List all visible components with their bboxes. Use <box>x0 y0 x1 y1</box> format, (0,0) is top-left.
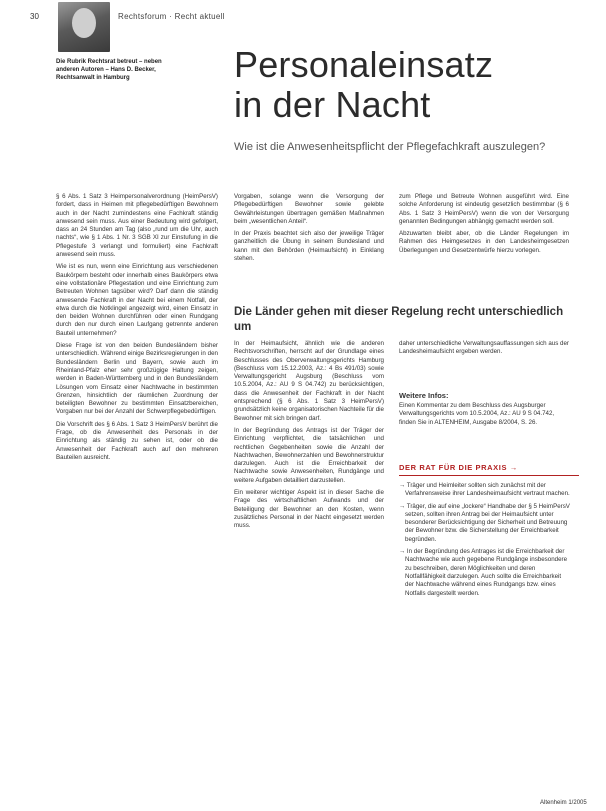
paragraph: Abzuwarten bleibt aber, ob die Länder Regelungen im Rahmen des Heimgesetzes in den Landesheimgesetzen Überlegungen und Gesetzentwürfe hierzu vorlegen. <box>399 230 569 254</box>
paragraph: In der Praxis beachtet sich also der jeweilige Träger ganzheitlich die Übung in seinem Bundesland und kann mit den Behörden (Heimaufsicht) in Einklang stehen. <box>234 230 384 263</box>
practice-tip-divider <box>399 475 579 476</box>
list-item: → In der Begründung des Antrages ist die Erreichbarkeit der Nachtwache wie auch gegebene Rundgänge insbesondere zu beschreiben, deren Möglichkeiten und deren Notfallfähigkeit darzulegen. Auch sollte die Erreichbarkeit der Nachtwache während eines Rundgangs bzw. eines Notfalls dargestellt werden. <box>399 548 568 597</box>
paragraph: In der Begründung des Antrags ist der Träger der Einrichtung verpflichtet, die tatsächlichen und rechtlichen Gegebenheiten sowie die Anzahl der Nachtwachen, Bewohnerzahlen und Bewohnerstruktur darzulegen. Auch ist die Erreichbarkeit der Nachtwache sowie Anwesenheiten, Rundgänge und weitere Aufgaben detailliert darzustellen. <box>234 426 384 484</box>
page-number: 30 <box>30 12 39 21</box>
paragraph: Ein weiterer wichtiger Aspekt ist in dieser Sache die Frage des wirtschaftlichen Aufwands und der Beteiligung der Bewohner an den Kosten, wenn zusätzliches Personal in der Nacht eingesetzt werden muss. <box>234 489 384 530</box>
info-box-title: Weitere Infos: <box>399 391 449 400</box>
paragraph: daher unterschiedliche Verwaltungsauffassungen sich aus der Landesheimaufsicht ergeben werden. <box>399 340 569 356</box>
paragraph: Die Vorschrift des § 6 Abs. 1 Satz 3 HeimPersV berührt die Frage, ob die Anwesenheit des Personals in der Einrichtung als ständig zu sehen ist, oder ob die Anwesenheit der Fachkraft auch auf den mehreren Bauteilen ausreicht. <box>56 420 218 461</box>
paragraph: Vorgaben, solange wenn die Versorgung der Pflegebedürftigen Bewohner sowie gelebte Gewährleistungen übertragen gemäßen Maßnahmen beim „wesentlichen Anteil“. <box>234 193 384 225</box>
info-box-text: Einen Kommentar zu dem Beschluss des Augsburger Verwaltungsgerichts vom 10.5.2004, Az.: AU 9 S 04.742, finden Sie in ALTENHEIM, Ausgabe 8/2004, S. 26. <box>399 402 555 426</box>
paragraph: zum Pflege und Betreute Wohnen ausgeführt wird. Eine solche Anforderung ist eindeutig gesetzlich bestimmbar (§ 6 Abs. 1 Satz 3 HeimPersV) wenn die von der Versorgung genannten Bedingungen abhängig gemacht werden soll. <box>399 193 569 225</box>
paragraph: Wie ist es nun, wenn eine Einrichtung aus verschiedenen Baukörpern besteht oder innerhalb eines Baukörpers etwa eine vollstationäre Pflegestation und eine Einrichtung zum Betreuten Wohnen tagsüber wird? Darf dann die ständig anwesende Fachkraft in der Nacht bei einem Notfall, der etwa durch die Notklingel angezeigt wird, einen Einsatz in den beiden Wohnen durchführen oder einen Rundgang durch den nur durch einen Laufgang getrennte anderen Bauteil unternehmen? <box>56 263 218 337</box>
article-title <box>234 45 493 125</box>
article-title-line1: Personaleinsatz <box>234 44 494 85</box>
list-item: → Träger und Heimleiter sollten sich zunächst mit der Verfahrensweise ihrer Landesheimaufsicht vertraut machen. <box>399 482 570 498</box>
paragraph: § 6 Abs. 1 Satz 3 Heimpersonalverordnung (HeimPersV) fordert, dass in Heimen mit pflegebedürftigen Bewohnern auch in der Nacht zumindestens eine Fachkraft ständig anwesend sein muss. Aus einer Bedeutung wird gefolgert, dass an 24 Stunden am Tag (also „rund um die Uhr, auch nachts“, wie § 1 Abs. 1 Nr. 3 SGB XI zur Einstufung in die Pflegestufe 3 verlangt und formuliert) eine Fachkraft anwesend sein muss. <box>56 193 218 259</box>
paragraph: In der Heimaufsicht, ähnlich wie die anderen Rechtsvorschriften, herrscht auf der Grundlage eines Beschlusses des Oberverwaltungsgerichts Hamburg (Beschluss vom 15.12.2003, Az.: 4 Bs 491/03) sowie Verwaltungsgericht Augsburg (Beschluss vom 10.5.2004, Az.: AU 9 S 04.742) zu berücksichtigen, dass die Anwesenheit der Fachkraft in der Nacht entsprechend (§ 6 Abs. 1 Satz 3 HeimPersV) grundsätzlich keine organisatorischen Nachteile für die Bewohner mit sich bringen darf. <box>234 340 384 422</box>
author-photo-head <box>72 8 96 38</box>
article-column-2-lower <box>234 340 384 535</box>
practice-tip-list <box>399 482 571 602</box>
article-subtitle: Wie ist die Anwesenheitspflicht der Pflegefachkraft auszulegen? <box>234 141 546 153</box>
paragraph: Diese Frage ist von den beiden Bundesländern bisher unterschiedlich. Während einige Bezirksregierungen in den Bundesländern Berlin und Bayern, sowie auch im Rheinland-Pfalz eher sehr großzügige Haltung zeigen, werden in Baden-Württemberg und in den Bundesländern Lösungen vom Einsatz einer Nachtwache in bestimmten Grenzen, hinsichtlich der räumlichen Zuordnung der beteiligten Bewohner zu bestimmten Einsatzbereichen, Vorgaben nur bei der Anzahl der Schwerpflegebedürftigen. <box>56 342 218 416</box>
article-column-2 <box>234 193 384 267</box>
article-title-line2: in der Nacht <box>234 84 431 125</box>
author-photo <box>58 2 110 52</box>
list-item: → Träger, die auf eine „lockere“ Handhabe der § 5 HeimPersV setzen, sollten ihren Antrag bei der Heimaufsicht unter besonderer Berücksichtigung der Sicherheit und Betreuung der Bewohner bzw. die Sicherstellung der Erreichbarkeit begründen. <box>399 502 570 543</box>
practice-tip-title: DER RAT FÜR DIE PRAXIS → <box>399 463 518 472</box>
page-footer: Altenheim 1/2005 <box>540 800 587 806</box>
article-column-3-lower <box>399 340 569 361</box>
section-heading: Die Länder gehen mit dieser Regelung recht unterschiedlich um <box>234 306 564 333</box>
author-caption: Die Rubrik Rechtsrat betreut – neben anderen Autoren – Hans D. Becker, Rechtsanwalt in Hamburg <box>56 59 162 81</box>
article-column-3 <box>399 193 569 259</box>
section-header: Rechtsforum · Recht aktuell <box>118 12 225 21</box>
article-column-1 <box>56 193 218 466</box>
